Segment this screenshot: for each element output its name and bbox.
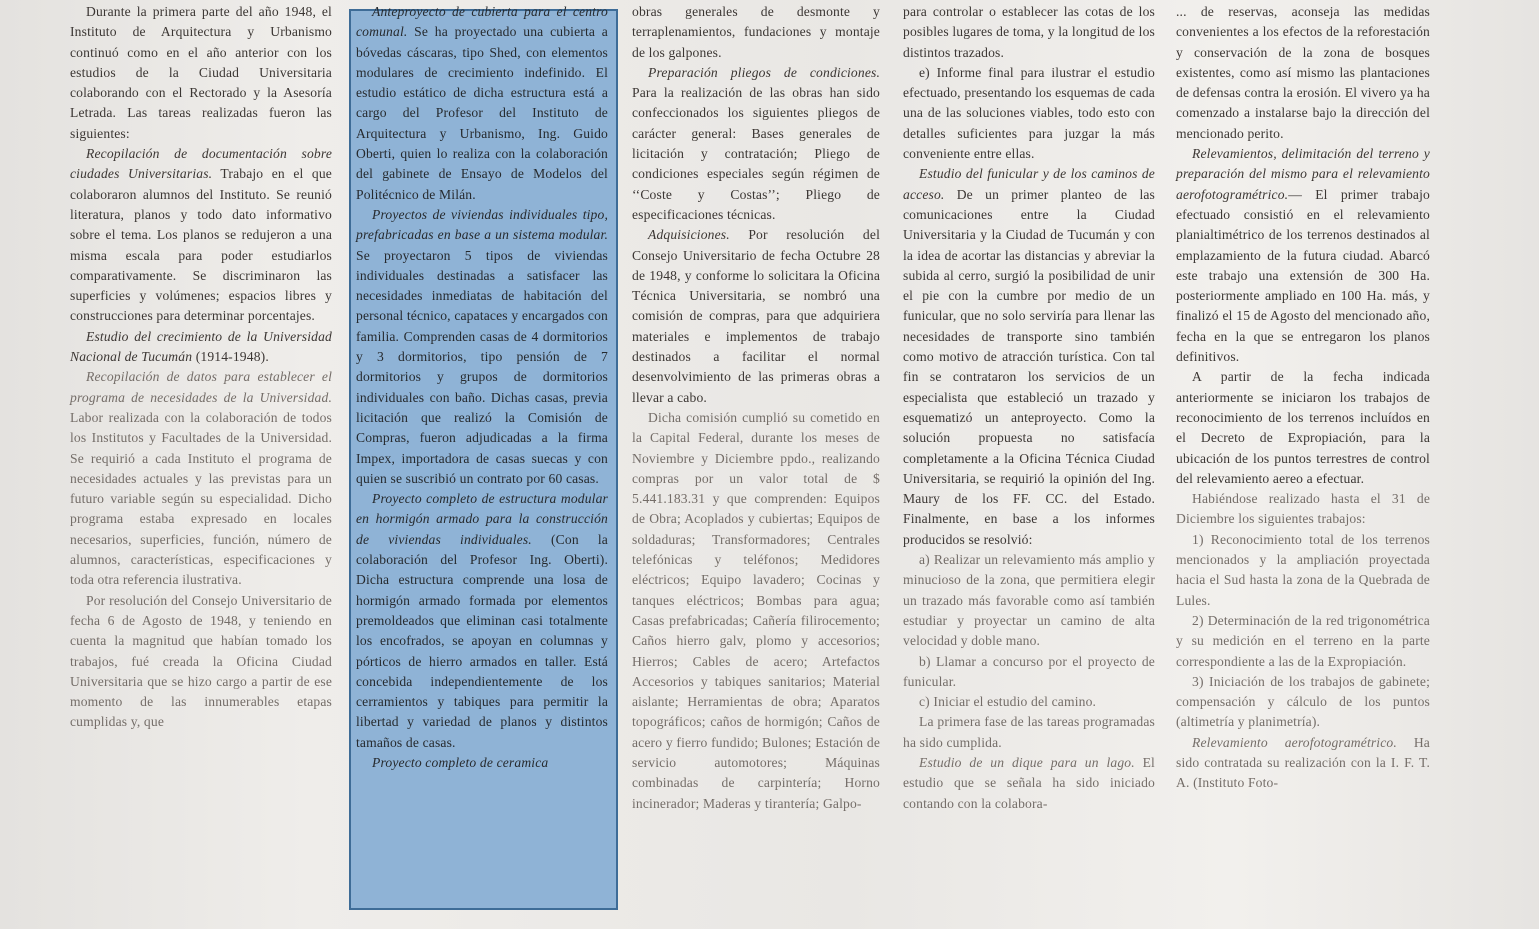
column-1 [70,2,332,733]
col3-heading-adquisiciones: Adquisiciones. [648,227,730,243]
col2-paragraph-1 [356,2,608,205]
col2-paragraph-1-text: Se ha proyectado una cubierta a bóvedas cáscaras, tipo Shed, con elementos modulares de crecimiento indefinido. El estudio estático de dicha estructura está a cargo del Profesor del Instituto de Arquitectura y Urbanismo, Ing. Guido Oberti, quien lo realiza con la colaboración del gabinete de Ensayo de Modelos del Politécnico de Milán. [356,24,608,202]
col1-paragraph-1: Durante la primera parte del año 1948, el Instituto de Arquitectura y Urbanismo continuó como en el año anterior con los estudios de la Ciudad Universitaria colaborando con el Rectorado y la Asesoría Letrada. Las tareas realizadas fueron las siguientes: [70,4,332,141]
col3-paragraph-3 [632,225,880,408]
col5-paragraph-3: A partir de la fecha indicada anteriormente se iniciaron los trabajos de reconocimiento de los terrenos incluídos en el Decreto de Expropiación, para la ubicación de los puntos terrestres de control del relevamiento aereo a efectuar. [1176,369,1430,486]
col1-heading-estudio: Estudio del crecimiento de la Universidad Nacional de Tucumán [70,328,332,365]
col2-heading-cubierta: Anteproyecto de cubierta para el centro comunal. [356,4,608,40]
col5-paragraph-8-text: Ha sido contratada su realización con la I. F. T. A. (Instituto Foto- [1176,734,1430,791]
col1-heading-datos: Recopilación de datos para establecer el programa de necesidades de la Universidad. [70,369,332,405]
col2-paragraph-3-text: (Con la colaboración del Profesor Ing. Oberti). Dicha estructura comprende una losa de hormigón armado formada por elementos premoldeados que eliminan casi totalmente los encofrados, se apoyan en columnas y pórticos de hierro armados en taller. Está concebida independientemente de los cerramientos y tabiques para permitir la libertad y variedad de planos y distintos tamaños de casas. [356,531,608,750]
col4-paragraph-6: c) Iniciar el estudio del camino. [919,694,1097,710]
col4-paragraph-3-text: De un primer planteo de las comunicaciones entre la Ciudad Universitaria y la Ciudad de Tucumán y con la idea de acortar las distancias y abreviar la subida al cerro, surgió la posibilidad de unir el pie con la cumbre por medio de un funicular, que no solo serviría para llenar las necesidades de transporte sino también como motivo de atracción turística. Con tal fin se contrataron los servicios de un especialista que estableció un trazado y esquematizó un anteproyecto. Como la solución propuesta no satisfacía completamente a la Oficina Técnica Ciudad Universitaria, se requirió la opinión del Ing. Maury de los FF. CC. del Estado. Finalmente, en base a los informes producidos se resolvió: [903,186,1155,547]
col4-paragraph-8 [903,753,1155,814]
col3-heading-pliegos: Preparación pliegos de condiciones. [648,64,880,80]
column-5 [1176,2,1430,794]
col5-paragraph-2 [1176,144,1430,367]
column-3 [632,2,880,814]
col4-paragraph-3 [903,164,1155,550]
col4-heading-funicular: Estudio del funicular y de los caminos de acceso. [903,166,1155,202]
col4-paragraph-7: La primera fase de las tareas programadas ha sido cumplida. [903,714,1155,750]
col3-paragraph-1: obras generales de desmonte y terraplenamientos, fundaciones y montaje de los galpones. [632,4,880,60]
col5-paragraph-2-text: — El primer trabajo efectuado consistió en el relevamiento planialtimétrico de los terrenos destinados al emplazamiento de la futura ciudad. Abarcó este trabajo una extensión de 300 Ha. posteriormente ampliado en 100 Ha. más, y finalizó el 15 de Agosto del mencionado año, fecha en la que se entregaron los planos definitivos. [1176,186,1430,365]
col5-paragraph-6: 2) Determinación de la red trigonométrica y su medición en el terreno en la parte correspondiente a las de la Expropiación. [1176,612,1430,669]
col2-paragraph-2 [356,205,608,489]
col1-paragraph-3-text: (1914-1948). [192,349,269,365]
col2-heading-ceramica: Proyecto completo de ceramica [372,754,549,770]
col4-paragraph-4: a) Realizar un relevamiento más amplio y minucioso de la zona, que permitiera elegir un trazado más favorable como así también estudiar y proyectar un camino de alta velocidad y doble mano. [903,552,1155,649]
col3-paragraph-4: Dicha comisión cumplió su cometido en la Capital Federal, durante los meses de Noviembre y Diciembre ppdo., realizando compras por un valor total de $ 5.441.183.31 y que comprenden: Equipos de Obra; Acoplados y cubiertas; Equipos de soldaduras; Transformadores; Centrales telefónicas y teléfonos; Medidores eléctricos; Equipo lavadero; Cocinas y tanques eléctricos; Bombas para agua; Casas prefabricadas; Cañería filirocemento; Caños hierro galv, plomo y accesorios; Hierros; Cables de acero; Artefactos Accesorios y tabiques sanitarios; Material aislante; Herramientas de obra; Aparatos topográficos; caños de hormigón; Caños de acero y fierro fundido; Bulones; Estación de servicio automotores; Máquinas combinadas de carpintería; Horno incinerador; Maderas y tirantería; Galpo- [632,409,880,811]
col5-heading-aerofoto: Relevamiento aerofotogramétrico. [1192,734,1397,750]
col5-paragraph-8 [1176,733,1430,794]
col1-paragraph-3 [70,327,332,368]
col1-paragraph-2-text: Trabajo en el que colaboraron alumnos del Instituto. Se reunió literatura, planos y todo dato informativo sobre el tema. Los planos se redujeron a una misma escala para poder estudiarlos comparativamente. Se discriminaron las superficies y volúmenes; espacios libres y construcciones para determinar porcentajes. [70,166,332,324]
col3-paragraph-2-text: Para la realización de las obras han sido confeccionados los siguientes pliegos de carácter general: Bases generales de licitación y contratación; Pliego de condiciones especiales según régimen de ‘‘Coste y Costas’’; Pliego de especificaciones técnicas. [632,85,880,222]
col2-paragraph-3 [356,489,608,753]
col1-paragraph-5: Por resolución del Consejo Universitario de fecha 6 de Agosto de 1948, y teniendo en cuenta la magnitud que habían tomado los trabajos, fué creada la Oficina Ciudad Universitaria que se hizo cargo a partir de ese momento de las innumerables etapas cumplidas y, que [70,592,332,730]
col5-paragraph-7: 3) Iniciación de los trabajos de gabinete; compensación y cálculo de los puntos (altimetría y planimetría). [1176,673,1430,730]
col2-heading-viviendas: Proyectos de viviendas individuales tipo, prefabricadas en base a un sistema modular. [356,206,608,243]
col5-paragraph-4: Habiéndose realizado hasta el 31 de Diciembre los siguientes trabajos: [1176,491,1430,527]
col5-paragraph-5: 1) Reconocimiento total de los terrenos mencionados y la ampliación proyectada hacia el Sud hasta la zona de la Quebrada de Lules. [1176,531,1430,608]
col5-heading-relevamientos: Relevamientos, delimitación del terreno y preparación del mismo para el relevamiento aerofotogramétrico. [1176,146,1430,202]
col4-paragraph-1: para controlar o establecer las cotas de los posibles lugares de toma, y la longitud de los distintos trazados. [903,4,1155,60]
col1-paragraph-4-text: Labor realizada con la colaboración de todos los Institutos y Facultades de la Universidad. Se requirió a cada Instituto el programa de necesidades actuales y las previstas para un futuro variable según su especialidad. Dicho programa estaba expresado en locales necesarios, superficies, función, número de alumnos, características, especificaciones y toda otra referencia ilustrativa. [70,409,332,588]
column-2-highlighted [356,2,608,773]
col2-paragraph-2-text: Se proyectaron 5 tipos de viviendas individuales destinadas a satisfacer las necesidades inmediatas de habitación del personal técnico, capataces y encargados con familia. Comprenden casas de 4 dormitorios y 3 dormitorios, tipo pensión de 7 dormitorios y grupos de dormitorios individuales con baño. Dichas casas, previa licitación que realizó la Comisión de Compras, fueron adjudicadas a la firma Impex, importadora de casas suecas y con quien se suscribió un contrato por 60 casas. [356,247,608,486]
column-4 [903,2,1155,814]
col2-heading-estructura: Proyecto completo de estructura modular en hormigón armado para la construcción de viviendas individuales. [356,491,608,547]
col1-paragraph-2 [70,144,332,327]
col4-heading-dique: Estudio de un dique para un lago. [919,754,1135,770]
col5-paragraph-1: ... de reservas, aconseja las medidas convenientes a los efectos de la reforestación y conservación de la zona de bosques existentes, como así mismo las plantaciones de defensas contra la erosión. El vivero ya ha comenzado a instalarse bajo la dirección del mencionado perito. [1176,4,1430,141]
col4-paragraph-2: e) Informe final para ilustrar el estudio efectuado, presentando los esquemas de cada una de las soluciones viables, todo esto con detalles suficientes para juzgar la más conveniente entre ellas. [903,64,1155,162]
col4-paragraph-8-text: El estudio que se señala ha sido iniciado contando con la colabora- [903,754,1155,811]
col1-heading-recopilacion: Recopilación de documentación sobre ciudades Universitarias. [70,146,332,182]
col4-paragraph-5: b) Llamar a concurso por el proyecto de funicular. [903,653,1155,689]
col1-paragraph-4 [70,367,332,590]
col3-paragraph-3-text: Por resolución del Consejo Universitario de fecha Octubre 28 de 1948, y conforme lo solicitara la Oficina Técnica Universitaria, se nombró una comisión de compras, para que adquiriera materiales e implementos de trabajo destinados a facilitar el normal desenvolvimiento de las primeras obras a llevar a cabo. [632,227,880,405]
col3-paragraph-2 [632,63,880,225]
col2-paragraph-4 [356,753,608,773]
